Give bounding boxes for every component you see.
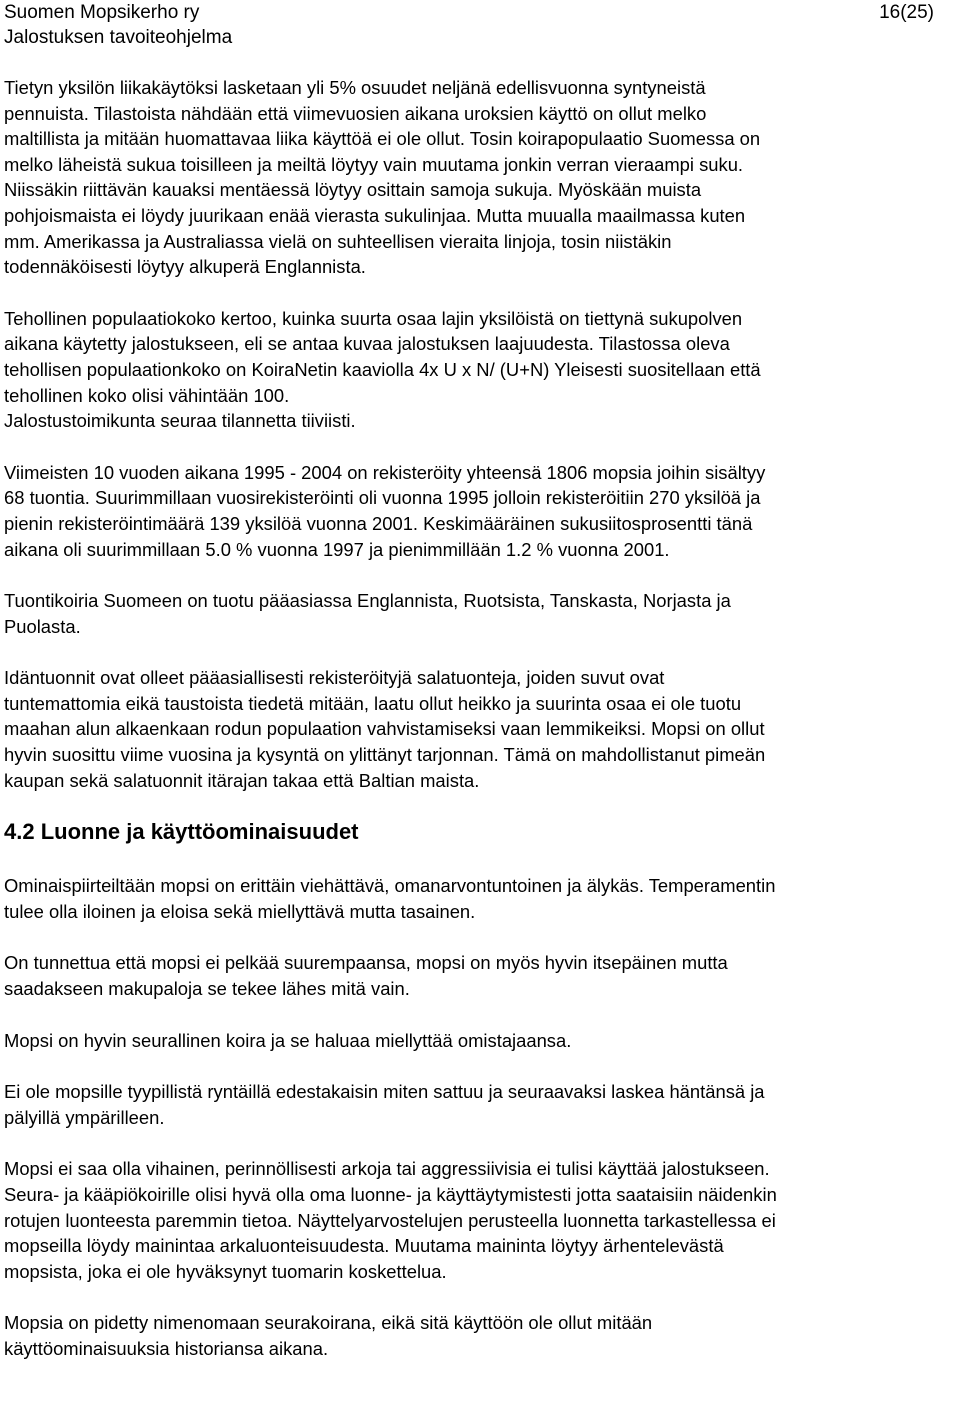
paragraph-line: hyvin suosittu viime vuosina ja kysyntä on ylittänyt tarjonnan. Tämä on mahdollistanut pimeän bbox=[4, 744, 766, 766]
paragraph-line: saadakseen makupaloja se tekee lähes mitä vain. bbox=[4, 978, 410, 1000]
paragraph-line: Mopsi on hyvin seurallinen koira ja se haluaa miellyttää omistajaansa. bbox=[4, 1029, 572, 1051]
paragraph-line: maahan alun alkaenkaan rodun populaation vahvistamiseksi vaan lemmikeiksi. Mopsi on ollut bbox=[4, 718, 765, 740]
page-header bbox=[4, 0, 956, 58]
paragraph-line: tuntemattomia eikä taustoista tiedetä mitään, laatu ollut heikko ja suurinta osaa ei ole tuotu bbox=[4, 692, 742, 714]
paragraph-line: pälyillä ympärilleen. bbox=[4, 1106, 165, 1128]
paragraph-line: maltillista ja mitään huomattavaa liika käyttöä ei ole ollut. Tosin koirapopulaatio Suomessa on bbox=[4, 128, 761, 150]
paragraph-line: mopsista, joka ei ole hyväksynyt tuomarin koskettelua. bbox=[4, 1260, 447, 1282]
paragraph-line: Seura- ja kääpiökoirille olisi hyvä olla oma luonne- ja käyttäytymistesti jotta saataisiin näidenkin bbox=[4, 1184, 777, 1205]
paragraph bbox=[4, 665, 956, 793]
paragraph-line: Niissäkin riittävän kauaksi mentäessä löytyy osittain samoja sukuja. Myöskään muista bbox=[4, 179, 702, 201]
paragraphs-before-heading bbox=[4, 75, 956, 793]
paragraph-line: Mopsia on pidetty nimenomaan seurakoirana, eikä sitä käyttöön ole ollut mitään bbox=[4, 1312, 653, 1334]
paragraph-line: Idäntuonnit ovat olleet pääasiallisesti rekisteröityjä salatuonteja, joiden suvut ovat bbox=[4, 667, 665, 689]
document-body bbox=[4, 75, 956, 1388]
paragraph bbox=[4, 950, 956, 1001]
organization-name: Suomen Mopsikerho ry bbox=[4, 2, 200, 23]
paragraph-line: rotujen luonteesta paremmin tietoa. Näyttelyarvostelujen perusteella luonnetta tarkastellessa ei bbox=[4, 1209, 776, 1231]
paragraph bbox=[4, 873, 956, 924]
page-number: 16(25) bbox=[879, 2, 934, 23]
paragraph bbox=[4, 75, 956, 280]
paragraph-line: Tehollinen populaatiokoko kertoo, kuinka suurta osaa lajin yksilöistä on tiettynä sukupolven bbox=[4, 307, 743, 329]
paragraph-line: Tietyn yksilön liikakäytöksi lasketaan yli 5% osuudet neljänä edellisvuonna syntyneistä bbox=[4, 77, 706, 98]
paragraph-line: aikana oli suurimmillaan 5.0 % vuonna 1997 ja pienimmillään 1.2 % vuonna 2001. bbox=[4, 538, 670, 560]
paragraph bbox=[4, 588, 956, 639]
paragraph-line: melko läheistä sukua toisilleen ja meiltä löytyy vain muutama jonkin verran vieraampi suku. bbox=[4, 153, 744, 175]
paragraph-line: Tuontikoiria Suomeen on tuotu pääasiassa Englannista, Ruotsista, Tanskasta, Norjasta ja bbox=[4, 590, 731, 612]
paragraph bbox=[4, 1028, 956, 1054]
paragraph-line: Puolasta. bbox=[4, 615, 81, 637]
paragraph-line: tulee olla iloinen ja eloisa sekä miellyttävä mutta tasainen. bbox=[4, 900, 476, 922]
paragraphs-after-heading bbox=[4, 873, 956, 1361]
document-subtitle: Jalostuksen tavoiteohjelma bbox=[4, 27, 233, 48]
paragraph-line: On tunnettua että mopsi ei pelkää suurempaansa, mopsi on myös hyvin itsepäinen mutta bbox=[4, 952, 728, 974]
paragraph-line: mm. Amerikassa ja Australiassa vielä on suhteellisen vieraita linjoja, tosin niistäkin bbox=[4, 230, 672, 252]
section-heading: 4.2 Luonne ja käyttöominaisuudet bbox=[4, 819, 359, 845]
paragraph-line: tehollisen populaationkoko on KoiraNetin kaaviolla 4x U x N/ (U+N) Yleisesti suositellaan että bbox=[4, 358, 761, 380]
paragraph bbox=[4, 1156, 956, 1284]
paragraph-line: todennäköisesti löytyy alkuperä Englannista. bbox=[4, 256, 366, 278]
paragraph-line: Jalostustoimikunta seuraa tilannetta tiiviisti. bbox=[4, 410, 356, 432]
paragraph bbox=[4, 1310, 956, 1361]
paragraph-line: tehollinen koko olisi vähintään 100. bbox=[4, 384, 290, 406]
paragraph bbox=[4, 460, 956, 562]
paragraph-line: pennuista. Tilastoista nähdään että viimevuosien aikana uroksien käyttö on ollut melko bbox=[4, 102, 707, 124]
paragraph-line: mopseilla löydy mainintaa arkaluonteisuudesta. Muutama maininta löytyy ärhentelevästä bbox=[4, 1235, 724, 1257]
paragraph-line: Ominaispiirteiltään mopsi on erittäin viehättävä, omanarvontuntoinen ja älykäs. Temperamentin bbox=[4, 875, 776, 897]
paragraph-line: Viimeisten 10 vuoden aikana 1995 - 2004 on rekisteröity yhteensä 1806 mopsia joihin sisältyy bbox=[4, 461, 766, 483]
paragraph-line: aikana käytetty jalostukseen, eli se antaa kuvaa jalostuksen laajuudesta. Tilastossa oleva bbox=[4, 333, 730, 355]
paragraph bbox=[4, 306, 956, 434]
paragraph-line: 68 tuontia. Suurimmillaan vuosirekisteröinti oli vuonna 1995 jolloin rekisteröitiin 270 yksilöä ja bbox=[4, 487, 761, 509]
paragraph-line: pienin rekisteröintimäärä 139 yksilöä vuonna 2001. Keskimääräinen sukusiitosprosentti tänä bbox=[4, 512, 753, 534]
paragraph bbox=[4, 1079, 956, 1130]
paragraph-line: käyttöominaisuuksia historiansa aikana. bbox=[4, 1337, 329, 1359]
document-page bbox=[4, 0, 956, 1359]
paragraph-line: Mopsi ei saa olla vihainen, perinnöllisesti arkoja tai aggressiivisia ei tulisi käyttää jalostukseen. bbox=[4, 1158, 770, 1180]
paragraph-line: kaupan sekä salatuonnit itärajan takaa että Baltian maista. bbox=[4, 769, 480, 791]
paragraph-line: pohjoismaista ei löydy juurikaan enää vierasta sukulinjaa. Mutta muualla maailmassa kuten bbox=[4, 204, 746, 226]
paragraph-line: Ei ole mopsille tyypillistä ryntäillä edestakaisin miten sattuu ja seuraavaksi laskea häntänsä ja bbox=[4, 1081, 765, 1103]
